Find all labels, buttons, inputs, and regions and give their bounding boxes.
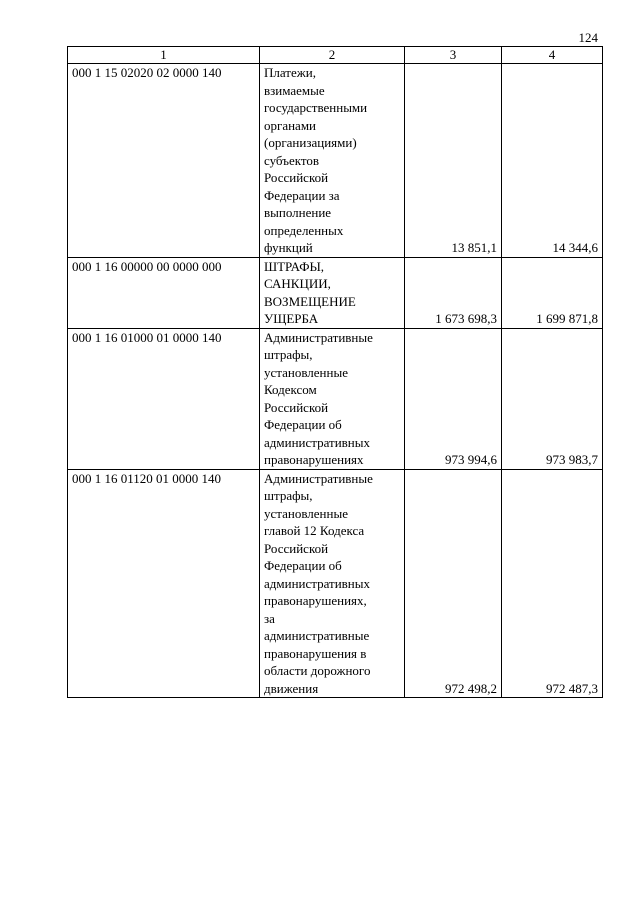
item-name-line: правонарушениях,: [264, 593, 367, 608]
amount-col3-cell: 13 851,1: [405, 64, 502, 258]
budget-table: [67, 46, 603, 698]
column-header: 3: [405, 47, 502, 64]
item-name-line: Административные: [264, 329, 373, 345]
item-name-line: Административные: [264, 470, 373, 486]
item-name-line: Российской: [264, 170, 329, 185]
column-header: 2: [260, 47, 405, 64]
amount-col4-cell: 1 699 871,8: [502, 257, 603, 328]
item-name-line: за: [264, 610, 275, 626]
item-name-line: административные: [264, 628, 370, 643]
amount-col4-cell: 973 983,7: [502, 328, 603, 469]
item-name-line: выполнение: [264, 205, 332, 220]
amount-col3-cell: 1 673 698,3: [405, 257, 502, 328]
item-name-line: субъектов: [264, 152, 320, 168]
item-name-line: установленные: [264, 505, 348, 521]
item-name-line: штрафы,: [264, 347, 313, 362]
item-name-cell: [260, 64, 405, 258]
item-name-line: органами: [264, 117, 317, 133]
item-name-cell: [260, 257, 405, 328]
item-name-line: (организациями): [264, 135, 357, 150]
item-name-line: САНКЦИИ,: [264, 276, 331, 291]
amount-col3-cell: 973 994,6: [405, 328, 502, 469]
budget-code-cell: 000 1 16 00000 00 0000 000: [68, 257, 260, 328]
budget-code-cell: 000 1 16 01120 01 0000 140: [68, 469, 260, 698]
table-row: [68, 328, 603, 469]
item-name-line: взимаемые: [264, 82, 325, 98]
item-name-line: движения: [264, 680, 319, 696]
item-name-line: правонарушения в: [264, 645, 367, 661]
table-row: [68, 64, 603, 258]
amount-col3-cell: 972 498,2: [405, 469, 502, 698]
item-name-line: функций: [264, 240, 313, 255]
item-name-line: Российской: [264, 540, 329, 556]
item-name-line: штрафы,: [264, 488, 313, 503]
item-name-line: правонарушениях: [264, 452, 364, 467]
item-name-line: Федерации об: [264, 417, 342, 432]
item-name-line: определенных: [264, 222, 344, 238]
item-name-line: административных: [264, 575, 370, 591]
item-name-line: установленные: [264, 364, 348, 380]
item-name-line: УЩЕРБА: [264, 311, 319, 326]
item-name-cell: [260, 469, 405, 698]
amount-col4-cell: 14 344,6: [502, 64, 603, 258]
item-name-line: ВОЗМЕЩЕНИЕ: [264, 293, 356, 309]
item-name-line: ШТРАФЫ,: [264, 258, 325, 274]
budget-code-cell: 000 1 15 02020 02 0000 140: [68, 64, 260, 258]
item-name-line: Кодексом: [264, 382, 317, 397]
item-name-line: Федерации об: [264, 558, 342, 573]
table-row: [68, 257, 603, 328]
item-name-line: Российской: [264, 399, 329, 415]
page-number: 124: [578, 30, 598, 45]
table-body: [68, 64, 603, 698]
item-name-line: Федерации за: [264, 187, 340, 203]
header-row: [68, 47, 603, 64]
column-header: 1: [68, 47, 260, 64]
budget-code-cell: 000 1 16 01000 01 0000 140: [68, 328, 260, 469]
item-name-line: главой 12 Кодекса: [264, 523, 365, 538]
amount-col4-cell: 972 487,3: [502, 469, 603, 698]
column-header: 4: [502, 47, 603, 64]
item-name-line: административных: [264, 434, 370, 450]
table-row: [68, 469, 603, 698]
item-name-line: Платежи,: [264, 65, 316, 80]
item-name-line: области дорожного: [264, 663, 371, 678]
item-name-cell: [260, 328, 405, 469]
item-name-line: государственными: [264, 100, 368, 115]
